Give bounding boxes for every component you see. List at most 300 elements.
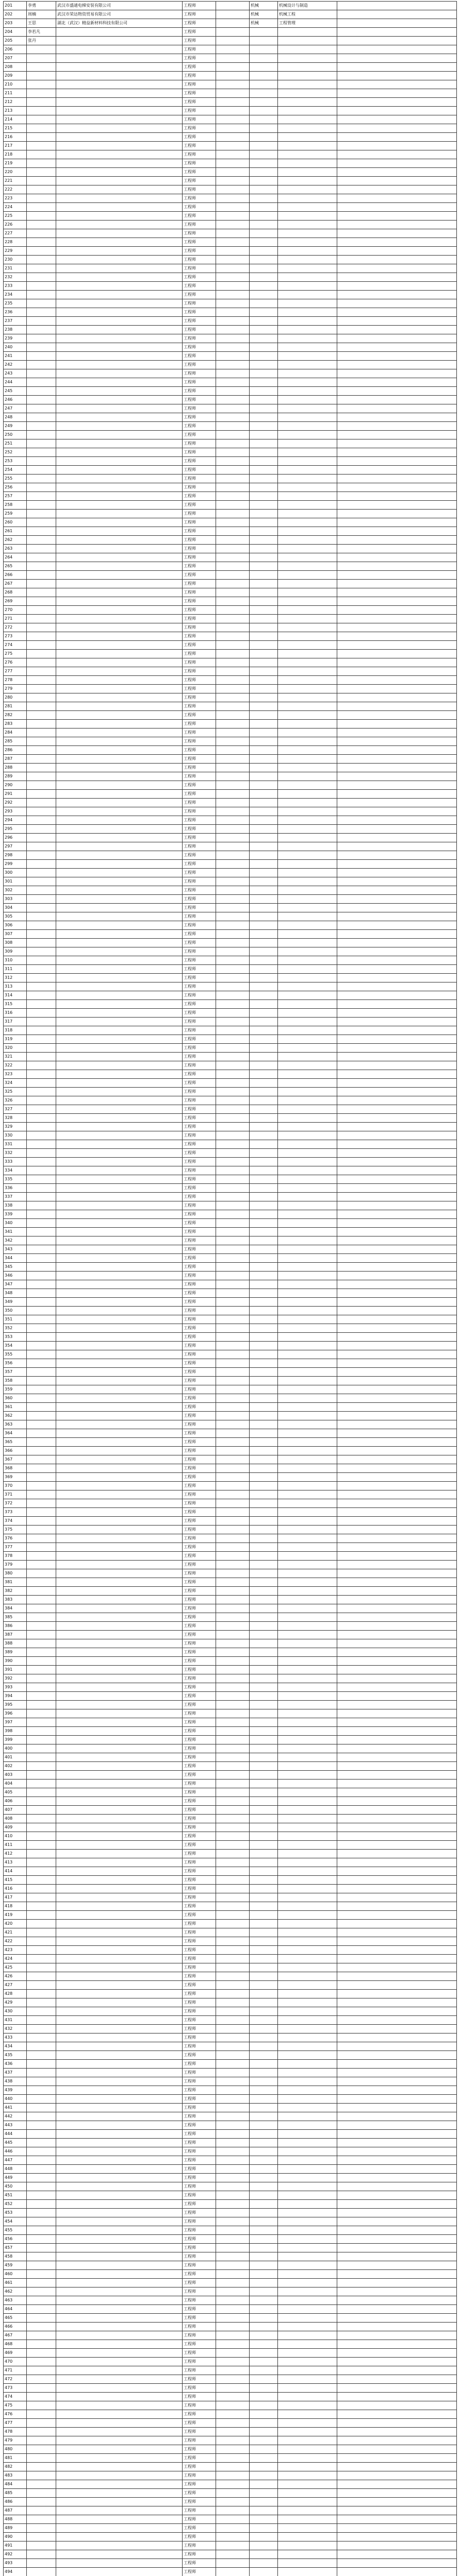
table-row [4, 1587, 457, 1596]
person-name [27, 264, 56, 273]
table-row [4, 877, 457, 886]
row-number: 439 [4, 2086, 27, 2095]
person-name [27, 229, 56, 238]
table-row [4, 728, 457, 737]
title-cell: 工程师 [183, 2568, 216, 2576]
major-cell [250, 159, 278, 168]
major-cell [250, 1018, 278, 1026]
table-row [4, 1736, 457, 1744]
major-cell [250, 1797, 278, 1806]
empty-cell [337, 1920, 457, 1928]
title-cell: 工程师 [183, 1666, 216, 1674]
specialty-cell [278, 2287, 337, 2296]
major-cell [250, 247, 278, 256]
person-name [27, 1666, 56, 1674]
empty-cell [337, 168, 457, 177]
major-cell [250, 378, 278, 387]
empty-cell [337, 2139, 457, 2147]
level-cell [216, 1990, 250, 1998]
major-cell [250, 466, 278, 474]
title-cell: 工程师 [183, 457, 216, 466]
specialty-cell [278, 1692, 337, 1701]
table-row [4, 781, 457, 790]
company-name [56, 492, 183, 501]
title-cell: 工程师 [183, 1727, 216, 1736]
major-cell [250, 185, 278, 194]
level-cell [216, 1158, 250, 1166]
empty-cell [337, 2463, 457, 2471]
level-cell [216, 1893, 250, 1902]
row-number: 280 [4, 693, 27, 702]
person-name [27, 1850, 56, 1858]
specialty-cell [278, 2147, 337, 2156]
row-number: 491 [4, 2541, 27, 2550]
row-number: 215 [4, 124, 27, 133]
company-name [56, 1788, 183, 1797]
specialty-cell [278, 2086, 337, 2095]
title-cell: 工程师 [183, 991, 216, 1000]
empty-cell [337, 150, 457, 159]
major-cell [250, 1385, 278, 1394]
person-name [27, 886, 56, 895]
table-row [4, 982, 457, 991]
title-cell: 工程师 [183, 308, 216, 317]
row-number: 381 [4, 1578, 27, 1587]
specialty-cell [278, 2366, 337, 2375]
row-number: 373 [4, 1508, 27, 1517]
specialty-cell [278, 2314, 337, 2323]
level-cell [216, 2121, 250, 2130]
major-cell [250, 1333, 278, 1342]
level-cell [216, 991, 250, 1000]
row-number: 330 [4, 1131, 27, 1140]
specialty-cell [278, 466, 337, 474]
empty-cell [337, 2069, 457, 2077]
row-number: 382 [4, 1587, 27, 1596]
major-cell [250, 1902, 278, 1911]
major-cell [250, 1955, 278, 1963]
specialty-cell [278, 1307, 337, 1315]
company-name: 湖北（武汉）精益新材料科技有限公司 [56, 19, 183, 28]
person-name [27, 667, 56, 676]
person-name [27, 2025, 56, 2033]
row-number: 476 [4, 2410, 27, 2419]
title-cell: 工程师 [183, 1289, 216, 1298]
level-cell [216, 1438, 250, 1447]
level-cell [216, 2445, 250, 2454]
person-name [27, 1893, 56, 1902]
major-cell [250, 89, 278, 98]
table-row [4, 2174, 457, 2182]
company-name [56, 1762, 183, 1771]
specialty-cell [278, 912, 337, 921]
company-name [56, 825, 183, 834]
title-cell: 工程师 [183, 107, 216, 115]
level-cell [216, 474, 250, 483]
row-number: 312 [4, 974, 27, 982]
table-row [4, 1140, 457, 1149]
title-cell: 工程师 [183, 1920, 216, 1928]
empty-cell [337, 1780, 457, 1788]
company-name [56, 1744, 183, 1753]
person-name [27, 142, 56, 150]
table-row [4, 1683, 457, 1692]
row-number: 477 [4, 2419, 27, 2428]
specialty-cell [278, 536, 337, 545]
row-number: 437 [4, 2069, 27, 2077]
level-cell [216, 904, 250, 912]
level-cell [216, 956, 250, 965]
title-cell: 工程师 [183, 2130, 216, 2139]
row-number: 354 [4, 1342, 27, 1350]
person-name [27, 2007, 56, 2016]
table-row [4, 1508, 457, 1517]
major-cell [250, 1578, 278, 1587]
company-name [56, 982, 183, 991]
row-number: 443 [4, 2121, 27, 2130]
table-row [4, 1482, 457, 1490]
row-number: 294 [4, 816, 27, 825]
level-cell [216, 2305, 250, 2314]
table-row [4, 439, 457, 448]
specialty-cell [278, 326, 337, 334]
specialty-cell [278, 1166, 337, 1175]
person-name [27, 816, 56, 825]
company-name [56, 343, 183, 352]
specialty-cell [278, 685, 337, 693]
row-number: 455 [4, 2226, 27, 2235]
row-number: 398 [4, 1727, 27, 1736]
row-number: 456 [4, 2235, 27, 2244]
major-cell [250, 1937, 278, 1946]
person-name [27, 2393, 56, 2401]
level-cell [216, 2077, 250, 2086]
table-row [4, 2226, 457, 2235]
person-name [27, 1350, 56, 1359]
company-name [56, 685, 183, 693]
table-row [4, 2428, 457, 2436]
specialty-cell [278, 2498, 337, 2506]
level-cell [216, 387, 250, 396]
major-cell [250, 2480, 278, 2489]
empty-cell [337, 764, 457, 772]
level-cell [216, 150, 250, 159]
major-cell [250, 177, 278, 185]
title-cell: 工程师 [183, 737, 216, 746]
person-name [27, 2366, 56, 2375]
company-name [56, 1709, 183, 1718]
specialty-cell [278, 1193, 337, 1201]
title-cell: 工程师 [183, 1026, 216, 1035]
major-cell [250, 834, 278, 842]
table-row [4, 352, 457, 361]
specialty-cell [278, 650, 337, 658]
level-cell [216, 2051, 250, 2060]
company-name [56, 2209, 183, 2217]
person-name [27, 1070, 56, 1079]
title-cell: 工程师 [183, 1272, 216, 1280]
company-name [56, 2410, 183, 2419]
specialty-cell [278, 1534, 337, 1543]
person-name [27, 2279, 56, 2287]
person-name [27, 2331, 56, 2340]
level-cell [216, 825, 250, 834]
table-row [4, 150, 457, 159]
empty-cell [337, 2147, 457, 2156]
level-cell [216, 361, 250, 369]
row-number: 258 [4, 501, 27, 510]
company-name [56, 2191, 183, 2200]
empty-cell [337, 2077, 457, 2086]
person-name [27, 1018, 56, 1026]
empty-cell [337, 1473, 457, 1482]
specialty-cell [278, 641, 337, 650]
company-name [56, 448, 183, 457]
major-cell [250, 1972, 278, 1981]
level-cell [216, 1193, 250, 1201]
table-row [4, 974, 457, 982]
person-name [27, 2086, 56, 2095]
table-row [4, 2121, 457, 2130]
level-cell [216, 1753, 250, 1762]
table-row [4, 1578, 457, 1587]
title-cell: 工程师 [183, 2401, 216, 2410]
title-cell: 工程师 [183, 1403, 216, 1412]
level-cell [216, 466, 250, 474]
title-cell: 工程师 [183, 2393, 216, 2401]
row-number: 243 [4, 369, 27, 378]
person-name [27, 2226, 56, 2235]
company-name [56, 2104, 183, 2112]
specialty-cell [278, 2279, 337, 2287]
major-cell [250, 124, 278, 133]
specialty-cell [278, 378, 337, 387]
specialty-cell [278, 1823, 337, 1832]
empty-cell [337, 1123, 457, 1131]
table-row [4, 2480, 457, 2489]
specialty-cell [278, 1272, 337, 1280]
empty-cell [337, 2331, 457, 2340]
major-cell [250, 1455, 278, 1464]
row-number: 315 [4, 1000, 27, 1009]
title-cell: 工程师 [183, 2305, 216, 2314]
level-cell [216, 1648, 250, 1657]
level-cell [216, 1123, 250, 1131]
title-cell: 工程师 [183, 2559, 216, 2568]
level-cell [216, 1709, 250, 1718]
major-cell [250, 1359, 278, 1368]
table-row [4, 89, 457, 98]
empty-cell [337, 1622, 457, 1631]
empty-cell [337, 1981, 457, 1990]
person-name [27, 545, 56, 553]
level-cell [216, 2069, 250, 2077]
row-number: 358 [4, 1377, 27, 1385]
person-name [27, 2471, 56, 2480]
empty-cell [337, 912, 457, 921]
empty-cell [337, 1517, 457, 1526]
person-name [27, 632, 56, 641]
table-row [4, 1648, 457, 1657]
person-name [27, 1709, 56, 1718]
specialty-cell [278, 1123, 337, 1131]
title-cell: 工程师 [183, 658, 216, 667]
level-cell [216, 2086, 250, 2095]
title-cell: 工程师 [183, 667, 216, 676]
row-number: 246 [4, 396, 27, 404]
company-name [56, 545, 183, 553]
title-cell: 工程师 [183, 2471, 216, 2480]
title-cell: 工程师 [183, 580, 216, 588]
company-name [56, 1806, 183, 1815]
major-cell [250, 1841, 278, 1850]
level-cell [216, 1902, 250, 1911]
row-number: 290 [4, 781, 27, 790]
table-row [4, 1806, 457, 1815]
level-cell [216, 483, 250, 492]
major-cell [250, 1193, 278, 1201]
empty-cell [337, 1193, 457, 1201]
title-cell: 工程师 [183, 256, 216, 264]
title-cell: 工程师 [183, 1893, 216, 1902]
person-name [27, 1604, 56, 1613]
company-name [56, 2121, 183, 2130]
level-cell [216, 799, 250, 807]
major-cell [250, 2524, 278, 2533]
row-number: 379 [4, 1561, 27, 1569]
title-cell: 工程师 [183, 939, 216, 947]
table-row [4, 676, 457, 685]
specialty-cell [278, 89, 337, 98]
person-name [27, 2209, 56, 2217]
title-cell: 工程师 [183, 834, 216, 842]
level-cell [216, 98, 250, 107]
empty-cell [337, 2524, 457, 2533]
company-name [56, 2375, 183, 2384]
title-cell: 工程师 [183, 1998, 216, 2007]
title-cell: 工程师 [183, 1088, 216, 1096]
person-name [27, 387, 56, 396]
title-cell: 工程师 [183, 799, 216, 807]
level-cell [216, 2340, 250, 2349]
specialty-cell [278, 457, 337, 466]
company-name [56, 1096, 183, 1105]
empty-cell [337, 317, 457, 326]
level-cell [216, 1018, 250, 1026]
level-cell [216, 45, 250, 54]
table-row [4, 1429, 457, 1438]
row-number: 307 [4, 930, 27, 939]
table-row [4, 1744, 457, 1753]
row-number: 357 [4, 1368, 27, 1377]
specialty-cell [278, 431, 337, 439]
level-cell [216, 1307, 250, 1315]
major-cell [250, 1245, 278, 1254]
major-cell [250, 1166, 278, 1175]
table-row [4, 2445, 457, 2454]
table-row [4, 1596, 457, 1604]
level-cell [216, 2147, 250, 2156]
level-cell [216, 1850, 250, 1858]
company-name [56, 2401, 183, 2410]
major-cell [250, 1394, 278, 1403]
table-row [4, 2436, 457, 2445]
table-row [4, 2498, 457, 2506]
company-name [56, 1543, 183, 1552]
empty-cell [337, 1403, 457, 1412]
person-name [27, 1955, 56, 1963]
company-name [56, 895, 183, 904]
row-number: 380 [4, 1569, 27, 1578]
empty-cell [337, 1088, 457, 1096]
specialty-cell [278, 676, 337, 685]
level-cell [216, 1911, 250, 1920]
row-number: 421 [4, 1928, 27, 1937]
specialty-cell [278, 2069, 337, 2077]
specialty-cell [278, 1657, 337, 1666]
empty-cell [337, 1219, 457, 1228]
person-name [27, 1657, 56, 1666]
table-row [4, 282, 457, 291]
title-cell: 工程师 [183, 326, 216, 334]
person-name: 王思 [27, 19, 56, 28]
table-row [4, 1911, 457, 1920]
empty-cell [337, 1788, 457, 1797]
level-cell [216, 2384, 250, 2393]
title-cell: 工程师 [183, 1718, 216, 1727]
specialty-cell [278, 1394, 337, 1403]
major-cell [250, 2200, 278, 2209]
major-cell [250, 1482, 278, 1490]
person-name [27, 702, 56, 711]
specialty-cell [278, 413, 337, 422]
specialty-cell [278, 396, 337, 404]
level-cell [216, 19, 250, 28]
major-cell [250, 527, 278, 536]
major-cell [250, 264, 278, 273]
empty-cell [337, 2384, 457, 2393]
company-name [56, 1009, 183, 1018]
row-number: 217 [4, 142, 27, 150]
person-name [27, 1832, 56, 1841]
specialty-cell [278, 317, 337, 326]
title-cell: 工程师 [183, 1990, 216, 1998]
empty-cell [337, 308, 457, 317]
major-cell [250, 860, 278, 869]
title-cell: 工程师 [183, 1692, 216, 1701]
level-cell [216, 2463, 250, 2471]
company-name [56, 720, 183, 728]
person-name [27, 685, 56, 693]
empty-cell [337, 326, 457, 334]
specialty-cell [278, 229, 337, 238]
row-number: 262 [4, 536, 27, 545]
specialty-cell [278, 1718, 337, 1727]
title-cell: 工程师 [183, 387, 216, 396]
title-cell: 工程师 [183, 764, 216, 772]
table-row [4, 1123, 457, 1131]
person-name [27, 1552, 56, 1561]
specialty-cell [278, 720, 337, 728]
empty-cell [337, 1307, 457, 1315]
row-number: 257 [4, 492, 27, 501]
empty-cell [337, 439, 457, 448]
person-name [27, 80, 56, 89]
empty-cell [337, 1000, 457, 1009]
empty-cell [337, 2226, 457, 2235]
row-number: 475 [4, 2401, 27, 2410]
company-name [56, 2349, 183, 2358]
